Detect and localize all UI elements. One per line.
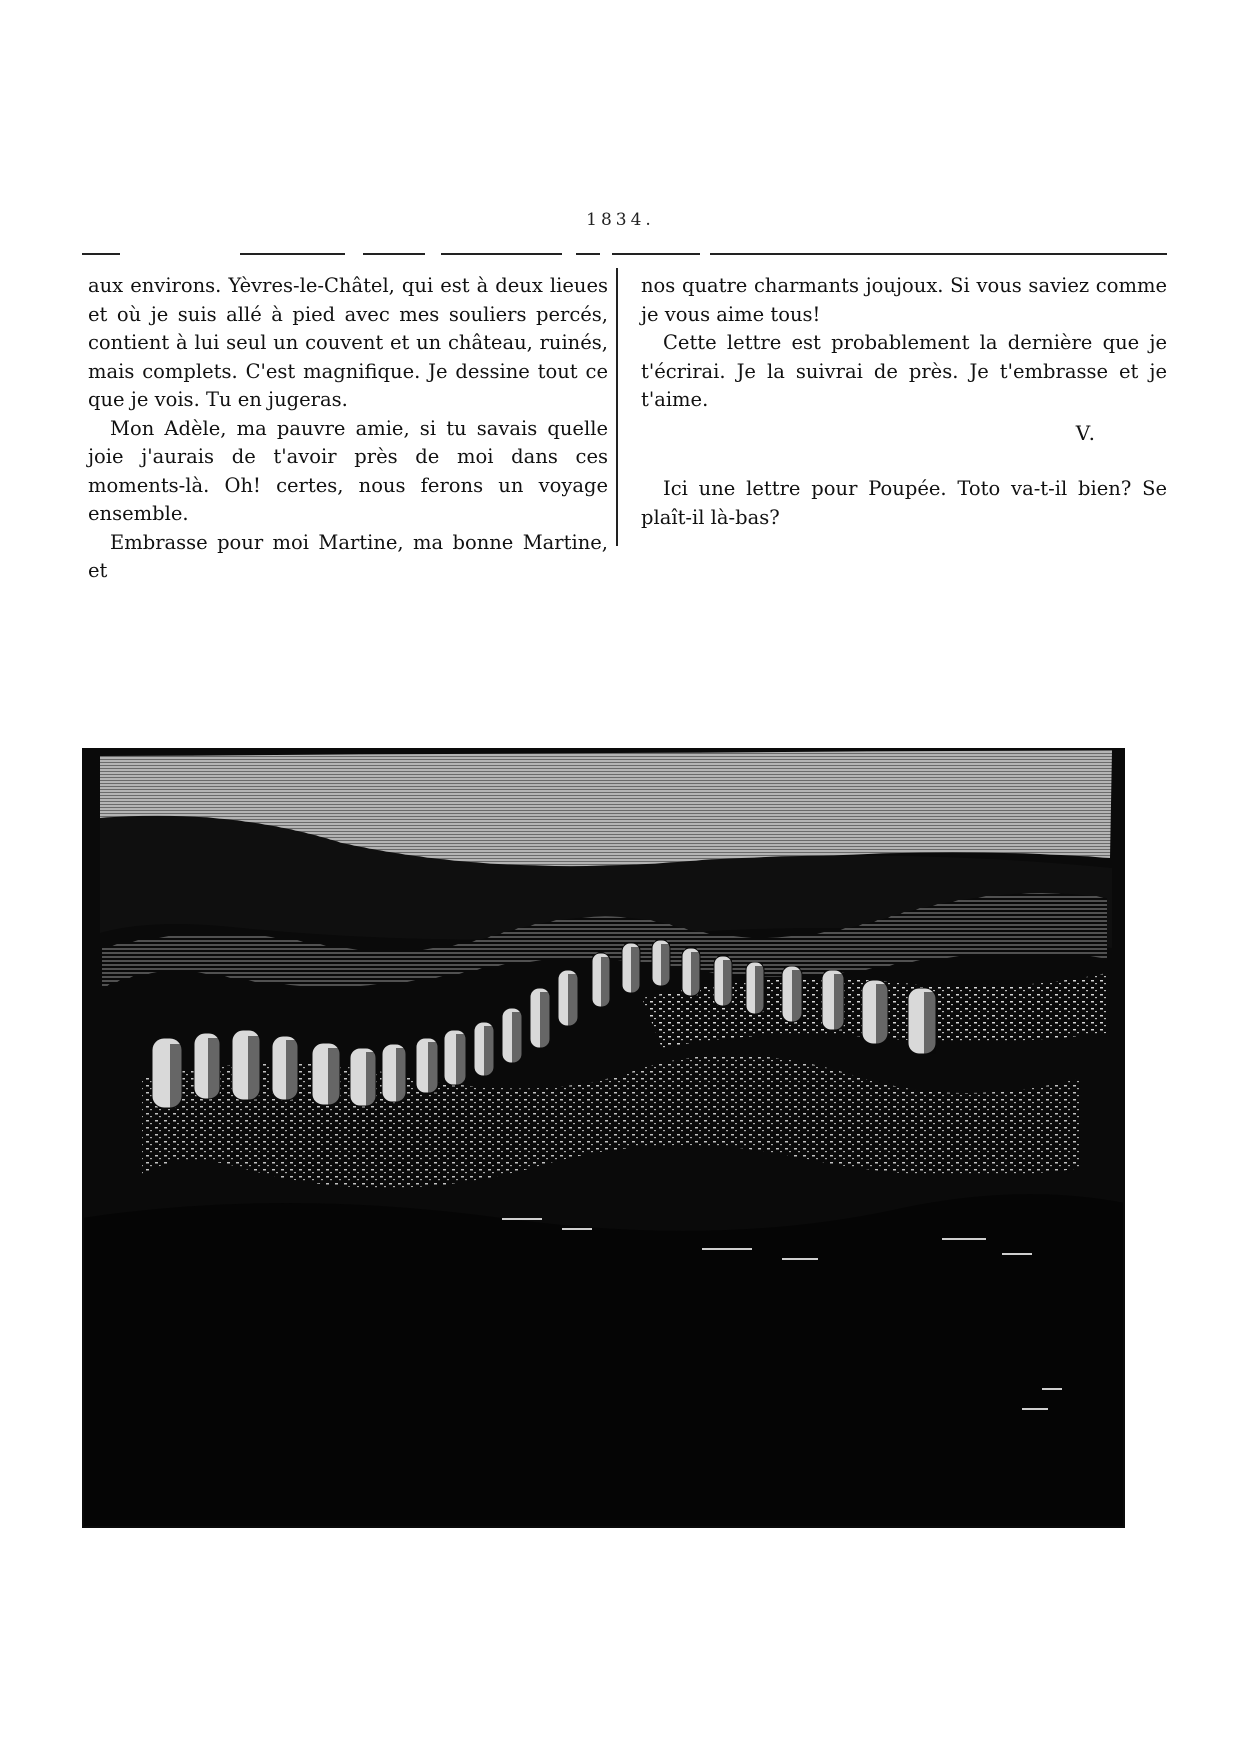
rule-gap (345, 250, 363, 258)
dark-foreground (82, 1194, 1125, 1528)
paragraph: Mon Adèle, ma pauvre amie, si tu savais quelle joie j'aurais de t'avoir près de moi dans ces moments-là. Oh! certes, nous ferons un voyage ensemble. (88, 416, 608, 525)
paragraph: Embrasse pour moi Martine, ma bonne Martine, et (88, 530, 608, 582)
rule-gap (600, 250, 612, 258)
left-text-column (88, 272, 608, 586)
paragraph: nos quatre charmants joujoux. Si vous saviez comme je vous aime tous! (641, 274, 1167, 326)
paragraph: Cette lettre est probablement la dernière que je t'écrirai. Je la suivrai de près. Je t'embrasse et je t'aime. (641, 331, 1167, 411)
running-head-year: 1834. (586, 210, 655, 230)
column-divider (616, 268, 618, 546)
engraving-image (82, 748, 1125, 1528)
section-numeral: V. (1075, 420, 1097, 445)
rule-gap (425, 250, 441, 258)
paragraph: Ici une lettre pour Poupée. Toto va-t-il bien? Se plaît-il là-bas? (641, 477, 1167, 529)
rule-gap (562, 250, 576, 258)
header-rule (82, 253, 1167, 255)
right-text-column (641, 272, 1167, 532)
paragraph: aux environs. Yèvres-le-Châtel, qui est à deux lieues et où je suis allé à pied avec mes souliers percés, contient à lui seul un couvent et un château, ruinés, mais complets. C'est magnifique. Je dessine tout ce que je vois. Tu en jugeras. (88, 274, 608, 411)
standing-stones-engraving (82, 748, 1125, 1528)
rule-gap (120, 250, 240, 258)
rule-gap (700, 250, 710, 258)
